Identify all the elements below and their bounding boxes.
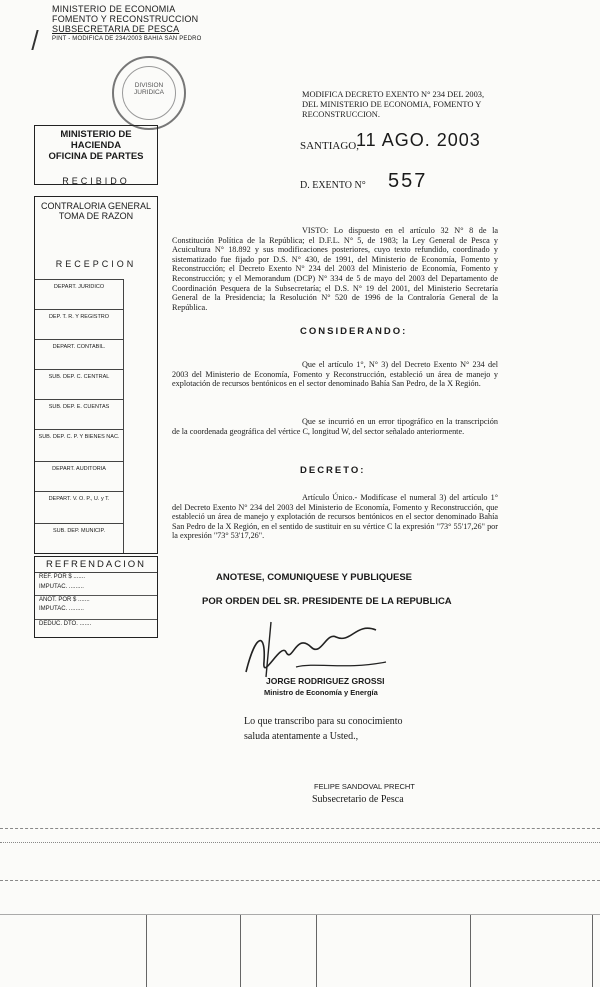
contraloria-row: DEPART. V. O. P., U. y T.: [35, 491, 123, 523]
scan-vertical-line: [146, 915, 147, 987]
subject-line-2: DEL MINISTERIO DE ECONOMIA, FOMENTO Y: [302, 100, 482, 109]
por-orden-line: POR ORDEN DEL SR. PRESIDENTE DE LA REPUBLICA: [202, 596, 452, 607]
contraloria-row: DEPART. AUDITORIA: [35, 461, 123, 491]
minister-signature: [226, 612, 406, 684]
header-line-4: PINT - MODIFICA DE 234/2003 BAHIA SAN PEDRO: [52, 36, 202, 42]
subject-line-3: RECONSTRUCCION.: [302, 110, 380, 119]
date-stamp: 11 AGO. 2003: [356, 130, 481, 150]
considerando-paragraph-2: Que se incurrió en un error tipográfico en la transcripción de la coordenada geográfica del vértice C, longitud W, del sector señalado anteriormente.: [172, 417, 498, 436]
signer-name: JORGE RODRIGUEZ GROSSI: [266, 676, 385, 686]
visto-paragraph: VISTO: Lo dispuesto en el artículo 32 N° 8 de la Constitución Política de la República; el D.F.L. N° 5, de 1983; la Ley General de Pesca y Acuicultura N° 18.892 y sus modificaciones posteriores, cuyo texto refundido, coordinado y sistematizado fue fijado por D.S. N° 430, de 1991, del Ministerio de Economía, Fomento y Reconstrucción; el Decreto Exento N° 234 del 2003 del Ministerio de Economía, Fomento y Reconstrucción; y el Memorandum (DCP) N° 334 de 5 de mayo del 2003 del Departamento de Coordinación Pesquera de la Subsecretaría; el D.S. N° 19 del 2001, del Ministerio Secretaría General de la Presidencia; la Resolución N° 520 de 1996 de la Contraloría General de la República.: [172, 226, 498, 312]
scan-vertical-line: [470, 915, 471, 987]
signer-title: Ministro de Economía y Energía: [264, 688, 378, 697]
place-label: SANTIAGO,: [300, 140, 359, 152]
contraloria-row: SUB. DEP. C. P. Y BIENES NAC.: [35, 429, 123, 461]
refrendacion-row: ANOT. POR $ .......: [35, 595, 157, 604]
ministry-header: [52, 4, 202, 44]
scan-vertical-line: [592, 915, 593, 987]
scan-dash-line: [0, 880, 600, 881]
contraloria-row: SUB. DEP. MUNICIP.: [35, 523, 123, 553]
scan-vertical-line: [240, 915, 241, 987]
contraloria-right-col: [123, 279, 160, 553]
handwritten-mark: [31, 30, 68, 50]
subject-block: [302, 90, 484, 120]
refrendacion-title: REFRENDACION: [35, 557, 157, 573]
decreto-paragraph: Artículo Único.- Modifícase el numeral 3) del artículo 1° del Decreto Exento N° 234 del 2003 del Ministerio de Economía, Fomento y Reconstrucción, que estableció un área de manejo y explotación de recursos bentónicos en el sector denominado Bahía San Pedro de la X Región, en el sentido de sustituir en su vértice C la expresión "73° 55'17,26" por la expresión "73° 53'17,26".: [172, 493, 498, 541]
contraloria-line-1: CONTRALORIA GENERAL: [40, 201, 152, 211]
scan-vertical-line: [316, 915, 317, 987]
header-line-1: MINISTERIO DE ECONOMIA: [52, 4, 176, 14]
header-line-2: FOMENTO Y RECONSTRUCCION: [52, 14, 199, 24]
hacienda-line-2: OFICINA DE PARTES: [48, 151, 144, 162]
decree-number: 557: [388, 170, 428, 192]
refrendacion-rows: [35, 573, 157, 637]
contraloria-row: DEPART. JURIDICO: [35, 279, 123, 309]
contraloria-row: DEP. T. R. Y REGISTRO: [35, 309, 123, 339]
hacienda-box: [34, 125, 158, 185]
refrendacion-row: DEDUC. DTO. .......: [35, 619, 157, 628]
anotese-line: ANOTESE, COMUNIQUESE Y PUBLIQUESE: [216, 572, 413, 583]
stamp-text: DIVISION JURIDICA: [134, 82, 164, 96]
subsecretario-title: Subsecretario de Pesca: [312, 794, 404, 805]
contraloria-row: DEPART. CONTABIL.: [35, 339, 123, 369]
contraloria-grid: [35, 279, 157, 553]
hacienda-line-1: MINISTERIO DE HACIENDA: [60, 129, 132, 151]
contraloria-row: SUB. DEP. C. CENTRAL: [35, 369, 123, 399]
subject-line-1: MODIFICA DECRETO EXENTO N° 234 DEL 2003,: [302, 90, 485, 99]
decreto-heading: DECRETO:: [300, 465, 366, 476]
considerando-heading: CONSIDERANDO:: [300, 326, 408, 337]
contraloria-row: SUB. DEP. E. CUENTAS: [35, 399, 123, 429]
contraloria-line-2: TOMA DE RAZON: [58, 211, 134, 221]
contraloria-box: [34, 196, 158, 554]
refrendacion-row: IMPUTAC. .........: [39, 606, 84, 612]
scan-dash-line: [0, 828, 600, 829]
round-stamp: [112, 56, 186, 130]
transcribe-line-2: saluda atentamente a Usted.,: [244, 731, 359, 742]
scan-dash-line: [0, 842, 600, 843]
contraloria-line-3: RECEPCION: [55, 259, 137, 269]
considerando-paragraph-1: Que el artículo 1°, N° 3) del Decreto Exento N° 234 del 2003 del Ministerio de Economía, Fomento y Reconstrucción, estableció un área de manejo y explotación de recursos bentónicos en el sector denominado Bahía San Pedro, de la X Región.: [172, 360, 498, 389]
header-line-3: SUBSECRETARIA DE PESCA: [52, 24, 180, 34]
subsecretario-name: FELIPE SANDOVAL PRECHT: [314, 782, 415, 791]
scan-dash-line: [0, 914, 600, 915]
transcribe-line-1: Lo que transcribo para su conocimiento: [244, 716, 403, 727]
decree-label: D. EXENTO N°: [300, 180, 366, 191]
refrendacion-row: IMPUTAC. .........: [39, 584, 84, 590]
refrendacion-box: [34, 556, 158, 638]
hacienda-line-3: RECIBIDO: [62, 176, 130, 186]
refrendacion-row: REF. POR $ .......: [39, 574, 86, 580]
